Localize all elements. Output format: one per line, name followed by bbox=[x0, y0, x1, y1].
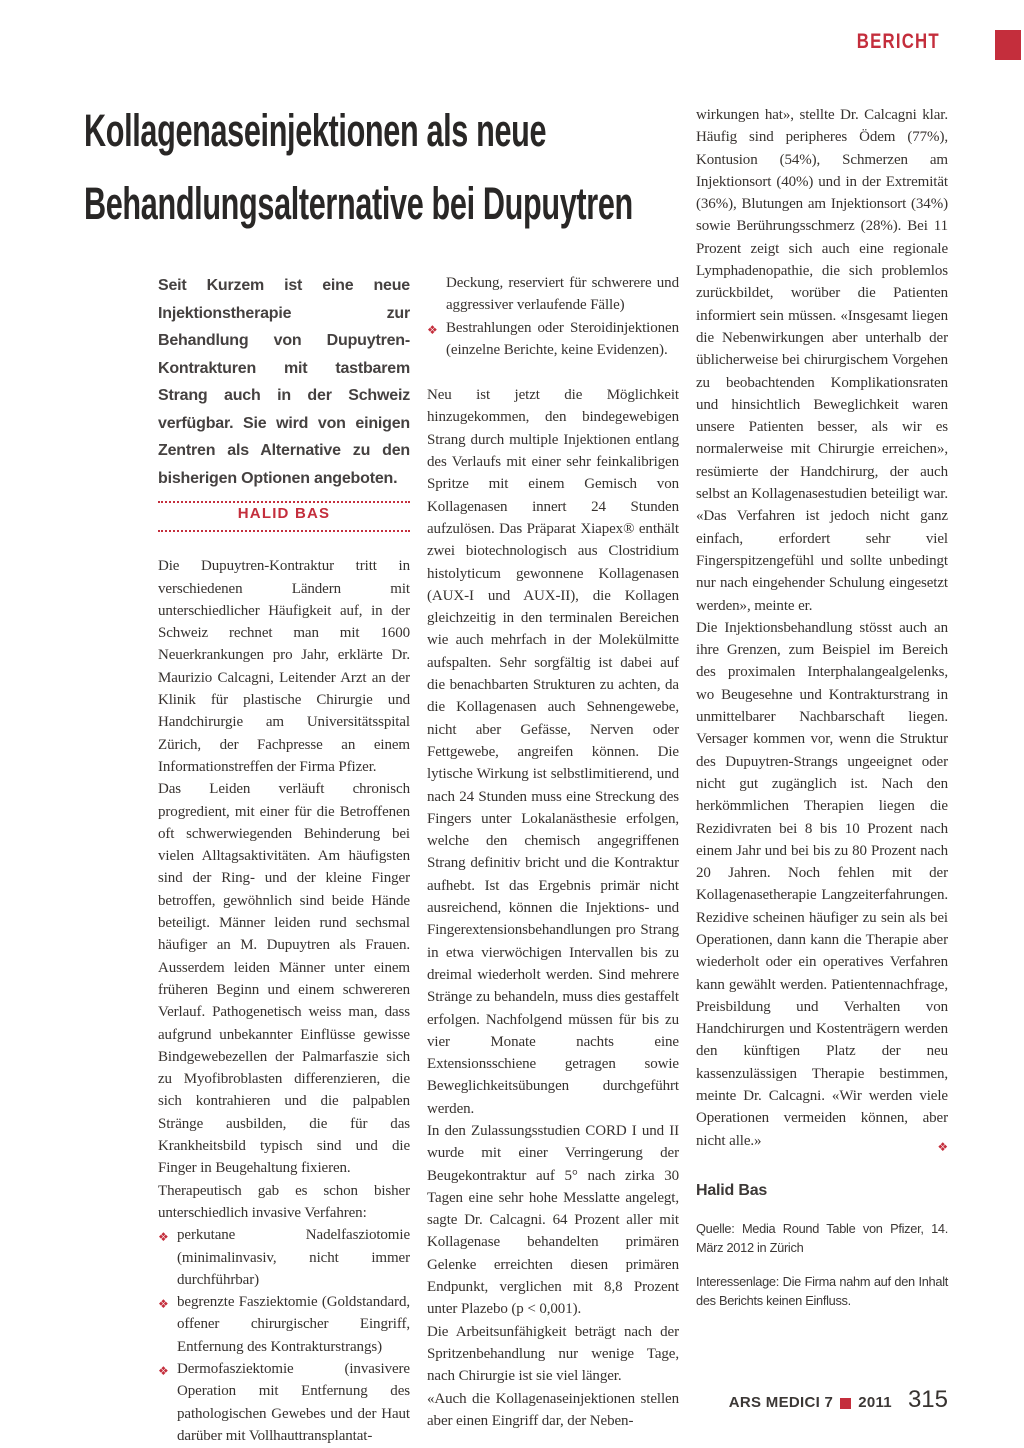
paragraph-with-endmark bbox=[696, 617, 948, 1152]
column-1 bbox=[158, 272, 410, 1447]
lead-paragraph: Seit Kurzem ist eine neue Injektionstherapie zur Behandlung von Dupuytren-Kontrakturen mit tastbarem Strang auch in der Schweiz verfügbar. Sie wird von einigen Zentren als Alternative zu den bisherigen Optionen angeboten. bbox=[158, 277, 410, 487]
byline: Halid Bas bbox=[696, 1181, 768, 1199]
paragraph: Therapeutisch gab es schon bisher unterschiedlich invasive Verfahren: bbox=[158, 1182, 410, 1221]
page-title-line1: Kollagenaseinjektionen als neue bbox=[84, 105, 547, 156]
list-item-continuation: Deckung, reserviert für schwerere und aggressiver verlaufende Fälle) bbox=[446, 275, 679, 314]
source-note: Quelle: Media Round Table von Pfizer, 14. März 2012 in Zürich bbox=[696, 1221, 948, 1256]
section-kicker: BERICHT bbox=[856, 30, 940, 53]
list-item-text: begrenzte Fasziektomie (Goldstandard, offener chirurgischer Eingriff, Entfernung des Kontrakturstrangs) bbox=[177, 1294, 410, 1355]
footer-square-icon bbox=[840, 1398, 851, 1409]
journal-name: ARS MEDICI 7 bbox=[728, 1394, 834, 1411]
journal-issue-line bbox=[729, 1394, 892, 1411]
diamond-bullet-icon: ❖ bbox=[427, 322, 438, 337]
paragraph: In den Zulassungsstudien CORD I und II wurde mit einer Verringerung der Beugekontraktur auf 5° nach zirka 30 Tagen eine sehr hohe Messlatte angelegt, sagte Dr. Calcagni. 64 Prozent aller mit Kollagenase behandelten primären Gelenke erreichten diesen primären Endpunkt, verglichen mit 8,8 Prozent unter Plazebo (p < 0,001). bbox=[427, 1122, 679, 1318]
list-item bbox=[158, 1358, 410, 1447]
paragraph-text: Die Injektionsbehandlung stösst auch an ihre Grenzen, zum Beispiel im Bereich des proximalen Interphalangealgelenks, wo Beugesehne und Kontrakturstrang in unmittelbarer Nachbarschaft liegen. Versager kommen vor, wenn die Struktur des Dupuytren-Strangs ungeeignet oder nicht gut zugänglich ist. Nach den herkömmlichen Therapien liegen die Rezidivraten bei 8 bis 10 Prozent nach einem Jahr und bei bis zu 80 Prozent nach 20 Jahren. Noch fehlen mit der Kollagenasetherapie Langzeiterfahrungen. Rezidive scheinen häufiger zu sein als bei Operationen, dann kann die Therapie aber wiederholt oder ein operatives Verfahren kann gewählt werden. Patientennachfrage, Preisbildung und Verhalten von Handchirurgen und Kostenträgern werden den künftigen Platz der neu kassenzulässigen Therapie bestimmen, meinte Dr. Calcagni. «Wir werden viele Operationen vermeiden können, aber nicht alle.» bbox=[696, 619, 948, 1149]
diamond-bullet-icon: ❖ bbox=[158, 1297, 169, 1312]
article-end-diamond-icon: ❖ bbox=[937, 1139, 948, 1154]
list-item bbox=[158, 1224, 410, 1291]
journal-year: 2011 bbox=[858, 1394, 892, 1411]
paragraph: Das Leiden verläuft chronisch progredient, mit einer für die Betroffenen oft schwerwiegenden Behinderung bei vielen Alltagsaktivitäten. Am häufigsten sind der Ring- und der kleine Finger betroffen, gewöhnlich sind beide Hände beteiligt. Männer leiden rund sechsmal häufiger an M. Dupuytren als Frauen. Ausserdem leiden Männer unter einem früheren Beginn und einem schwereren Verlauf. Pathogenetisch weiss man, dass aufgrund unbekannter Einflüsse gewisse Bindgewebezellen der Palmarfaszie sich zu Myofibroblasten differenzieren, die sich kontrahieren und die palpablen Stränge ausbilden, die für das Krankheitsbild typisch sind und die Finger in Beugehaltung fixieren. bbox=[158, 781, 410, 1177]
paragraph: wirkungen hat», stellte Dr. Calcagni klar. Häufig sind peripheres Ödem (77%), Kontusion (54%), Schmerzen am Injektionsort (40%) und in der Extremität (36%), Blutungen am Injektionsort (34%) sowie Berührungsschmerz (28%). Bei 11 Prozent zeigt sich auch eine regionale Lymphadenopathie, die sich problemlos zurückbildet, worüber die Patienten informiert sein müssen. «Insgesamt liegen die Nebenwirkungen aber unterhalb der üblicherweise bei chirurgischem Vorgehen zu beobachtenden Komplikationsraten und hinsichtlich Beweglichkeit waren unsere Patienten besser, als wir es normalerweise mit Chirurgie erreichen», resümierte der Handchirurg, der auch selbst an Kollagenasestudien beteiligt war. «Das Verfahren ist jedoch nicht ganz einfach, erfordert sehr viel Fingerspitzengefühl und sollte unbedingt nur nach eingehender Schulung eingesetzt werden», meinte er. bbox=[696, 107, 948, 614]
corner-square-decoration bbox=[995, 30, 1021, 60]
page-title bbox=[84, 94, 633, 240]
diamond-bullet-icon: ❖ bbox=[158, 1363, 169, 1378]
page-title-line2: Behandlungsalternative bei Dupuytren bbox=[84, 178, 633, 229]
page-footer bbox=[696, 1386, 948, 1414]
paragraph: Die Arbeitsunfähigkeit beträgt nach der Spritzenbehandlung nur wenige Tage, nach Chirurgie ist sie viel länger. bbox=[427, 1323, 679, 1385]
list-item bbox=[427, 317, 679, 362]
paragraph: Neu ist jetzt die Möglichkeit hinzugekommen, den bindegewebigen Strang durch multiple Injektionen entlang des Verlaufs mit einer sehr feinkalibrigen Spritze mit einem Gemisch von Kollagenasen innert 24 Stunden aufzulösen. Das Präparat Xiapex® enthält zwei biotechnologisch aus Clostridium histolyticum gewonnene Kollagenasen (AUX-I und AUX-II), die Kollagen gleichzeitig in den terminalen Bereichen wie auch mehrfach in der Molekülmitte aufspalten. Sehr sorgfältig ist dabei auf die benachbarten Strukturen zu achten, da die Kollagenasen auch Sehnengewebe, nicht aber Gefässe, Nerven oder Fettgewebe, angreifen können. Die lytische Wirkung ist selbstlimitierend, und nach 24 Stunden muss eine Streckung des Fingers unter Lokalanästhesie erfolgen, welche den chemisch angegriffenen Strang definitiv bricht und die Kontraktur aufhebt. Ist das Ergebnis primär nicht ausreichend, können die Injektions- und Fingerextensionsbehandlungen pro Strang in etwa vierwöchigen Intervallen bis zu dreimal wiederholt werden. Sind mehrere Stränge zu behandeln, muss dies gestaffelt erfolgen. Nachfolgend müssen für bis zu vier Monate nachts eine Extensionsschiene getragen sowie Beweglichkeitsübungen durchgeführt werden. bbox=[427, 387, 679, 1117]
list-item-text: Dermofasziektomie (invasivere Operation mit Entfernung des pathologischen Gewebes und der Haut darüber mit Vollhauttransplantat- bbox=[177, 1360, 410, 1444]
column-3 bbox=[696, 104, 948, 1310]
dotted-divider-bottom bbox=[158, 530, 410, 532]
list-item-text: Bestrahlungen oder Steroidinjektionen (einzelne Berichte, keine Evidenzen). bbox=[446, 319, 679, 358]
diamond-bullet-icon: ❖ bbox=[158, 1230, 169, 1245]
list-item bbox=[158, 1291, 410, 1358]
disclosure-note: Interessenlage: Die Firma nahm auf den Inhalt des Berichts keinen Einfluss. bbox=[696, 1274, 948, 1309]
page-number: 315 bbox=[907, 1386, 948, 1413]
list-item-text: perkutane Nadelfasziotomie (minimalinvasiv, nicht immer durchführbar) bbox=[177, 1227, 410, 1288]
column-2 bbox=[427, 272, 679, 1432]
paragraph: «Auch die Kollagenaseinjektionen stellen aber einen Eingriff dar, der Neben- bbox=[427, 1390, 679, 1429]
paragraph: Die Dupuytren-Kontraktur tritt in verschiedenen Ländern mit unterschiedlicher Häufigkeit auf, in der Schweiz rechnet man mit 1600 Neuerkrankungen pro Jahr, erklärte Dr. Maurizio Calcagni, Leitender Arzt an der Klinik für plastische Chirurgie und Handchirurgie am Universitätsspital Zürich, der Fachpresse an einem Informationstreffen der Firma Pfizer. bbox=[158, 558, 410, 775]
author-name: HALID BAS bbox=[237, 505, 331, 522]
